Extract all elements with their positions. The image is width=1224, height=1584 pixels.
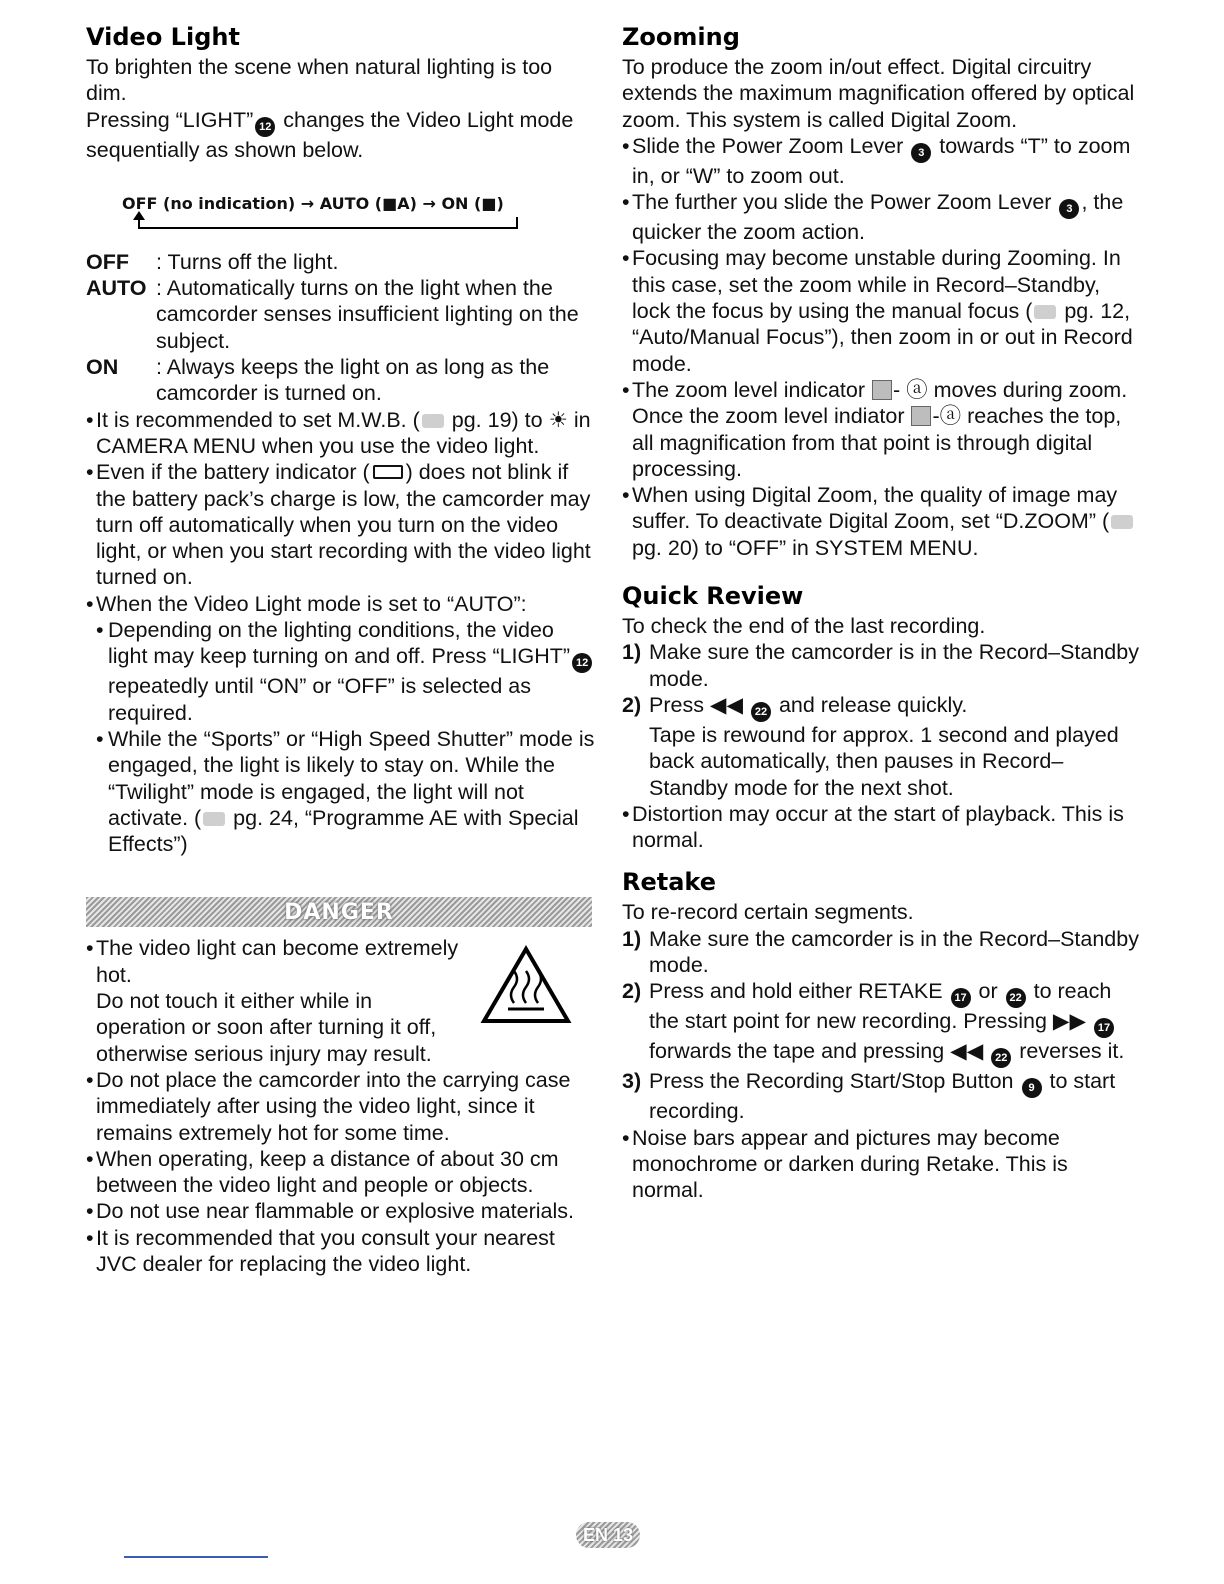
definition-row: ON : Always keeps the light on as long as the camcorder is turned on. bbox=[86, 355, 550, 406]
definition-row: OFF : Turns off the light. bbox=[86, 249, 339, 274]
zoom-lever-ref-icon: 3 bbox=[1059, 199, 1079, 219]
list-item: • The further you slide the Power Zoom Lever 3 , the quicker the zoom action. bbox=[622, 189, 1142, 245]
list-item: • The zoom level indicator - ⓐ moves during zoom. Once the zoom level indiator -ⓐ reaches the top, all magnification from that point is through digital processing. bbox=[622, 377, 1142, 482]
list-item: • Noise bars appear and pictures may become monochrome or darken during Retake. This is normal. bbox=[622, 1125, 1142, 1204]
flow-on: ON ( bbox=[441, 193, 482, 213]
list-item: • While the “Sports” or “High Speed Shutter” mode is engaged, the light is likely to stay on. While the “Twilight” mode is engaged, the light will not activate. ( pg. 24, “Programme AE with Special Effects”) bbox=[96, 726, 596, 857]
retake-heading: Retake bbox=[622, 868, 717, 897]
list-item: • Slide the Power Zoom Lever 3 towards “T” to zoom in, or “W” to zoom out. bbox=[622, 133, 1142, 189]
definition-row: AUTO : Automatically turns on the light when the camcorder senses insufficient lighting on the subject. bbox=[86, 276, 579, 353]
page-number-badge: EN 13 bbox=[576, 1522, 640, 1548]
page-ref-icon bbox=[1111, 515, 1133, 529]
list-item: • Do not use near flammable or explosive materials. bbox=[86, 1198, 596, 1224]
retake-button-ref-icon: 22 bbox=[1006, 988, 1026, 1008]
light-icon: ■ bbox=[481, 193, 497, 213]
retake-intro: To re-record certain segments. bbox=[622, 900, 914, 925]
quick-review-steps bbox=[622, 639, 1142, 800]
retake-button-ref-icon: 17 bbox=[951, 988, 971, 1008]
quick-review-notes bbox=[622, 801, 1142, 854]
list-item: • It is recommended to set M.W.B. ( pg. 19) to ☀ in CAMERA MENU when you use the video light. bbox=[86, 407, 596, 460]
forward-button-ref-icon: 17 bbox=[1094, 1018, 1114, 1038]
list-item: • It is recommended that you consult your nearest JVC dealer for replacing the video light. bbox=[86, 1225, 596, 1278]
list-item: • When using Digital Zoom, the quality of image may suffer. To deactivate Digital Zoom, set “D.ZOOM” ( pg. 20) to “OFF” in SYSTEM MENU. bbox=[622, 482, 1142, 561]
quick-review-intro: To check the end of the last recording. bbox=[622, 614, 986, 639]
page-ref-icon bbox=[422, 414, 444, 428]
rewind-button-ref-icon: 22 bbox=[991, 1048, 1011, 1068]
list-item: • Do not place the camcorder into the carrying case immediately after using the video light, since it remains extremely hot for some time. bbox=[86, 1067, 596, 1146]
light-button-ref-icon: 12 bbox=[255, 117, 275, 137]
flow-return-line bbox=[138, 217, 518, 229]
right-column bbox=[622, 22, 1142, 1204]
video-light-mode-text: Pressing “LIGHT” 12 changes the Video Light mode sequentially as shown below. bbox=[86, 107, 574, 162]
flow-auto: AUTO ( bbox=[319, 193, 383, 213]
zooming-heading: Zooming bbox=[622, 23, 740, 51]
list-item: • When the Video Light mode is set to “AUTO”: • Depending on the lighting conditions, the video light may keep turning on and off. Press “LIGHT” 12 repeatedly until “ON” or “OFF” is selected as required. • While the “Sports” or “High Speed Shutter” mode is engaged, the light is likely to stay on. While the “Twilight” mode is engaged, the light will not activate. ( pg. 24, “Programme AE with Special Effects”) bbox=[86, 591, 596, 858]
list-item: • Depending on the lighting conditions, the video light may keep turning on and off. Press “LIGHT” 12 repeatedly until “ON” or “OFF” is selected as required. bbox=[96, 617, 596, 726]
light-icon: ■ bbox=[382, 193, 398, 213]
footer-rule bbox=[124, 1556, 268, 1558]
danger-warnings bbox=[86, 935, 596, 1277]
battery-icon bbox=[373, 465, 403, 479]
list-item: • Distortion may occur at the start of playback. This is normal. bbox=[622, 801, 1142, 854]
retake-notes bbox=[622, 1125, 1142, 1204]
mode-definitions bbox=[86, 249, 596, 407]
zoom-lever-ref-icon: 3 bbox=[911, 143, 931, 163]
list-item: 1) Make sure the camcorder is in the Record–Standby mode. bbox=[622, 640, 1139, 691]
danger-banner: DANGER bbox=[86, 897, 592, 927]
left-column bbox=[86, 22, 596, 1277]
list-item: 2) Press ◀◀ 22 and release quickly. Tape is rewound for approx. 1 second and played back automatically, then pauses in Record–Standby mode for the next shot. bbox=[622, 692, 1119, 800]
light-button-ref-icon: 12 bbox=[572, 653, 592, 673]
list-item: 1) Make sure the camcorder is in the Record–Standby mode. bbox=[622, 926, 1139, 978]
record-button-ref-icon: 9 bbox=[1022, 1078, 1042, 1098]
zooming-notes bbox=[622, 133, 1142, 561]
list-item: • When operating, keep a distance of about 30 cm between the video light and people or objects. bbox=[86, 1146, 596, 1199]
zoom-indicator-icon bbox=[872, 380, 892, 400]
video-light-notes bbox=[86, 407, 596, 858]
video-light-heading: Video Light bbox=[86, 23, 240, 51]
light-mode-flow-diagram: OFF (no indication) → AUTO (■A) → ON (■) bbox=[118, 183, 596, 245]
rewind-button-ref-icon: 22 bbox=[751, 702, 771, 722]
page-ref-icon bbox=[1034, 305, 1056, 319]
list-item: • Focusing may become unstable during Zooming. In this case, set the zoom while in Record–Standby, lock the focus by using the manual focus ( pg. 12, “Auto/Manual Focus”), then zoom in or out in Record mode. bbox=[622, 245, 1142, 376]
sun-icon: ☀ bbox=[548, 407, 568, 432]
flow-off: OFF (no indication) bbox=[122, 193, 296, 213]
zoom-indicator-icon bbox=[911, 406, 931, 426]
page-ref-icon bbox=[203, 812, 225, 826]
zooming-intro: To produce the zoom in/out effect. Digital circuitry extends the maximum magnification offered by optical zoom. This system is called Digital Zoom. bbox=[622, 55, 1135, 132]
list-item: • The video light can become extremely hot. Do not touch it either while in operation or soon after turning it off, otherwise serious injury may result. bbox=[86, 935, 596, 1066]
flow-return-arrow-icon bbox=[133, 211, 145, 220]
retake-steps bbox=[622, 926, 1142, 1125]
video-light-intro: To brighten the scene when natural lighting is too dim. bbox=[86, 55, 553, 106]
quick-review-heading: Quick Review bbox=[622, 582, 804, 611]
list-item: 3) Press the Recording Start/Stop Button 9 to start recording. bbox=[622, 1069, 1116, 1124]
list-item: • Even if the battery indicator ( ) does not blink if the battery pack’s charge is low, the camcorder may turn off automatically when you turn on the video light, or when you start recording with the video light turned on. bbox=[86, 459, 596, 590]
list-item: 2) Press and hold either RETAKE 17 or 22 to reach the start point for new recording. Pressing ▶▶ 17 forwards the tape and pressing ◀◀ 22 reverses it. bbox=[622, 978, 1142, 1068]
